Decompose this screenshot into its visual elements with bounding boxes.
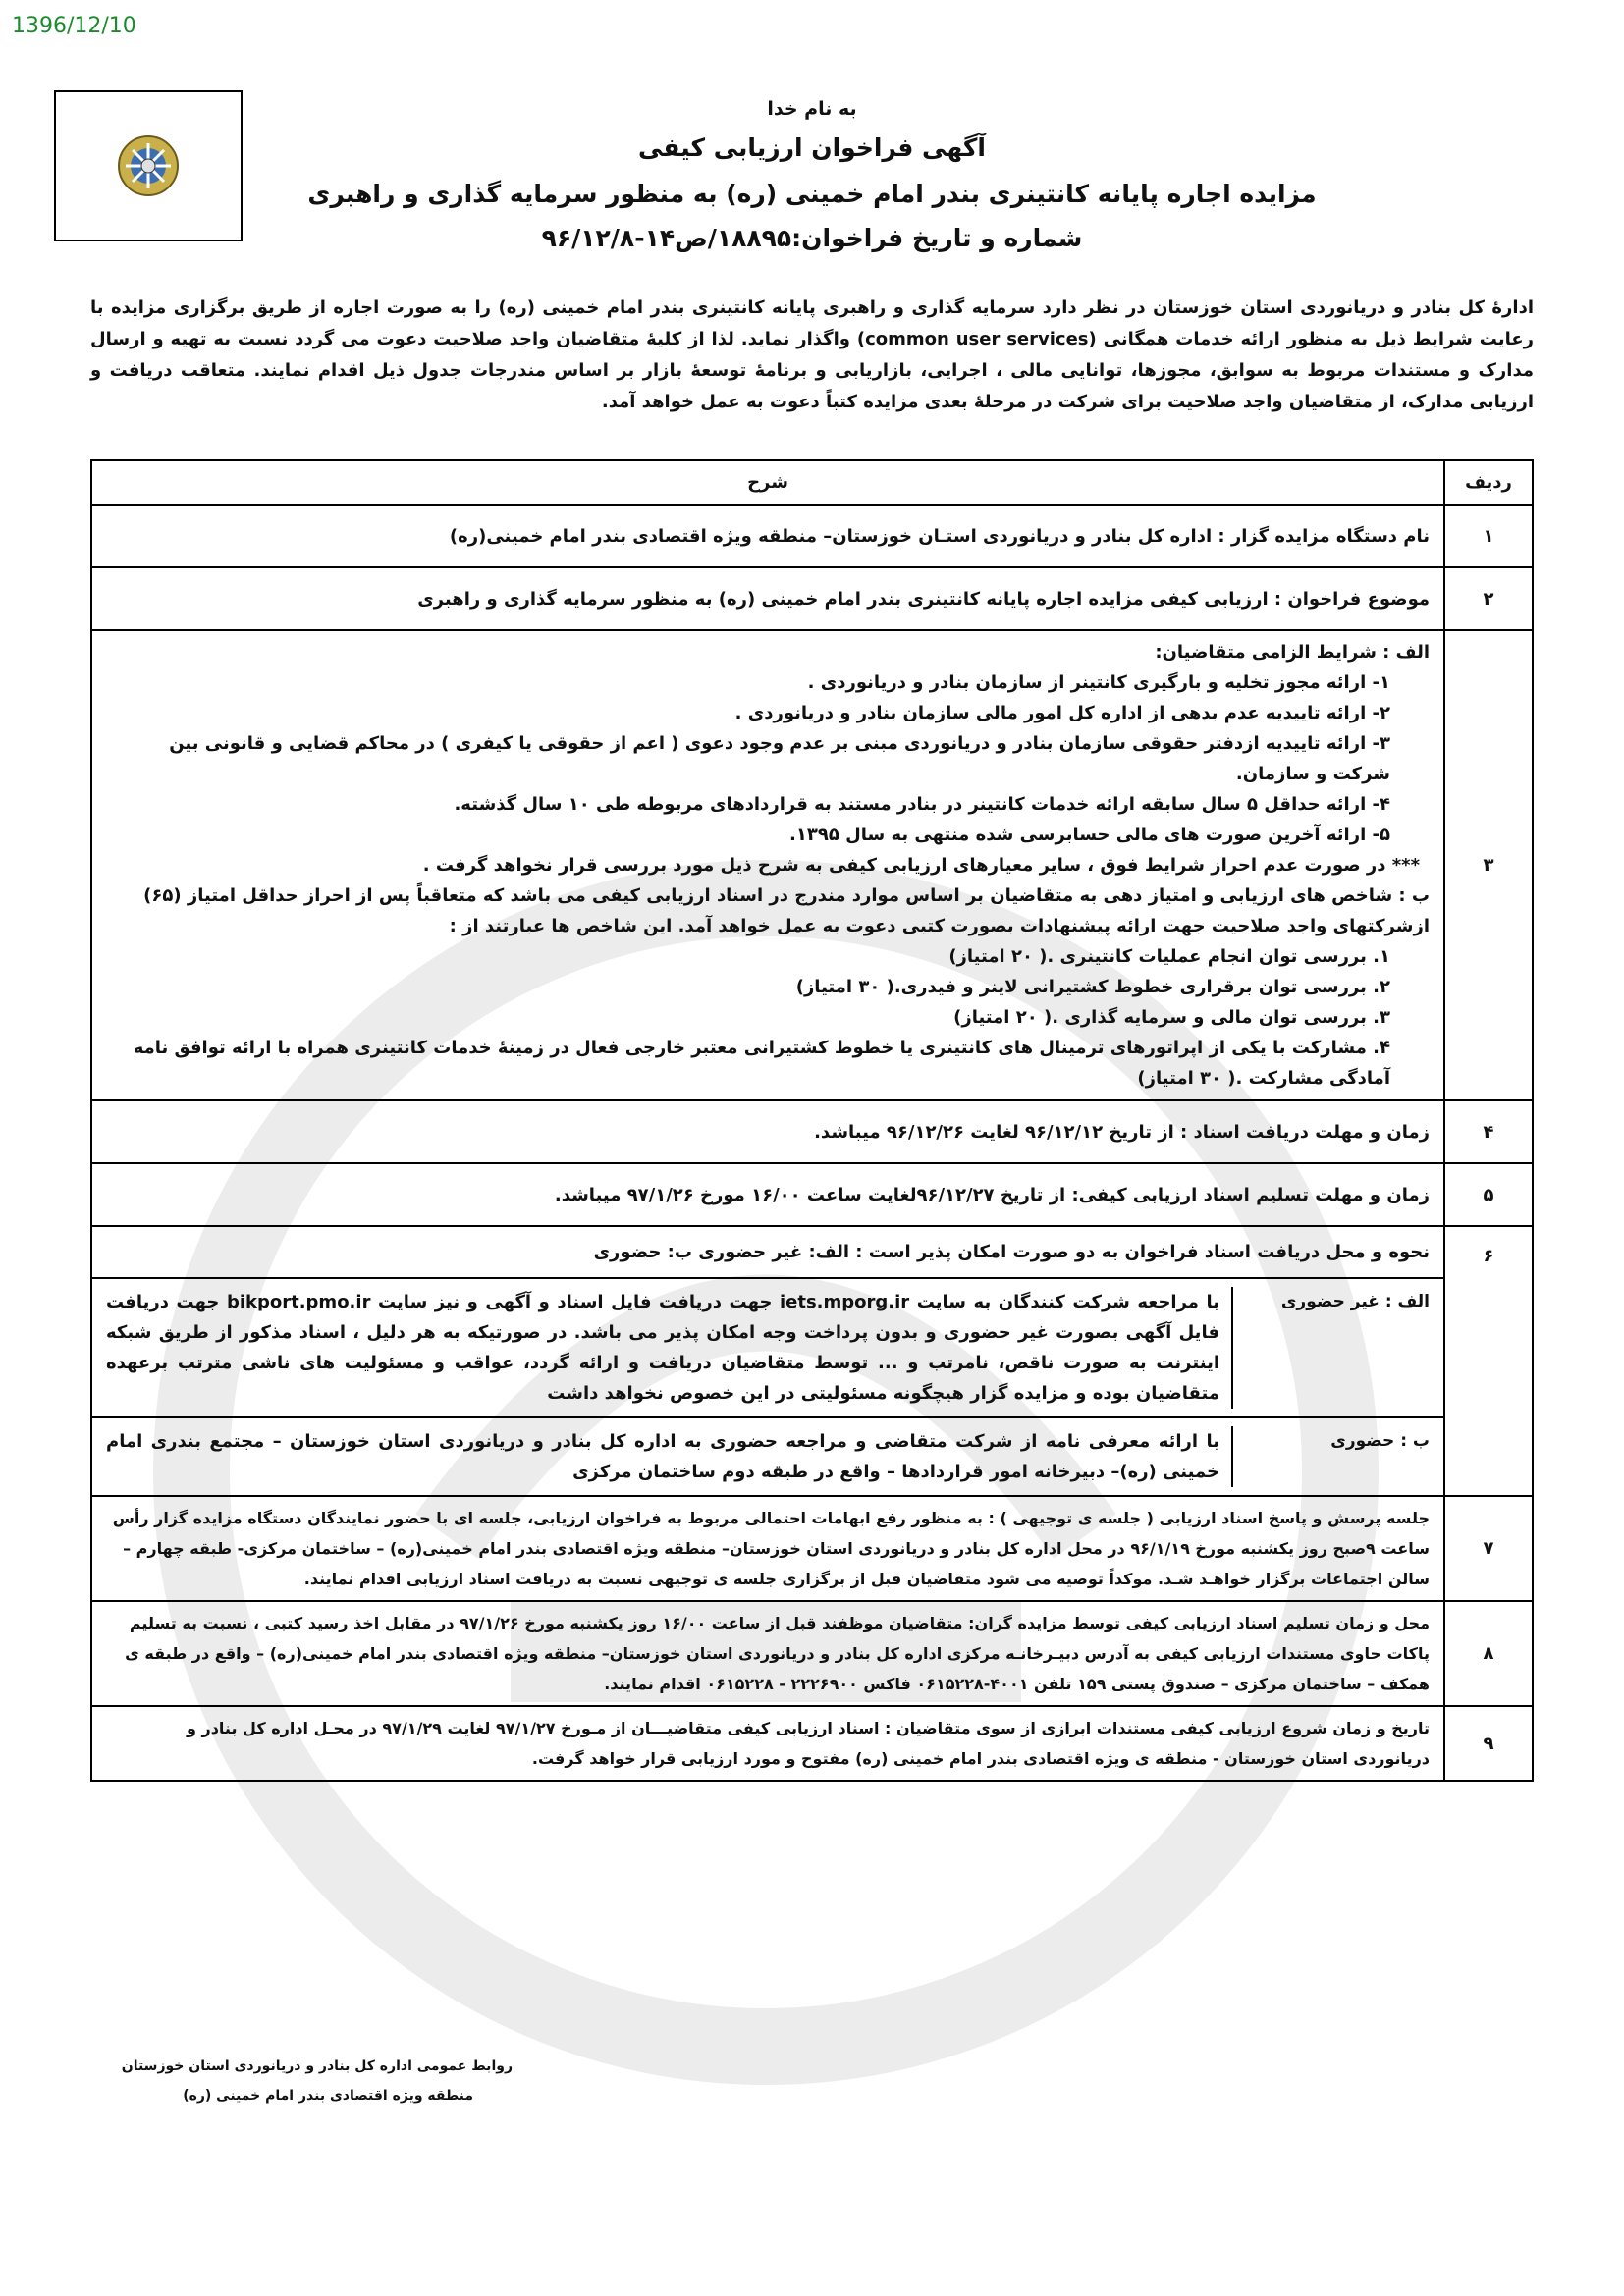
col-row-header: ردیف (1444, 460, 1533, 505)
row-number: ۶ (1444, 1226, 1533, 1496)
row-text: موضوع فراخوان : ارزیابی کیفی مزایده اجاره پایانه کانتینری بندر امام خمینی (ره) به منظور سرمایه گذاری و راهبری (91, 567, 1444, 630)
online-label: الف : غیر حضوری (1280, 1292, 1430, 1311)
intro-paragraph: ادارهٔ کل بنادر و دریانوردی استان خوزستان در نظر دارد سرمایه گذاری و راهبری پایانه کانتینری بندر امام خمینی (ره) را به صورت اجاره از طریق برگزاری مزایده با رعایت شرایط ذیل به منظور ارائه خدمات همگانی (common user services) واگذار نماید. لذا از کلیهٔ متقاضیان واجد صلاحیت دعوت می گردد نسبت به تهیه و ارسال مدارک و مستندات مربوط به سوابق، مجوزها، توانایی مالی ، اجرایی، بازاریابی و برنامهٔ توسعهٔ بازار بر اساس مندرجات جدول ذیل اقدام نمایند. متعاقب دریافت و ارزیابی مدارک، از متقاضیان واجد صلاحیت برای شرکت در مرحلهٔ بعدی مزایده کتباً دعوت به عمل خواهد آمد. (90, 297, 1534, 412)
row-number: ۴ (1444, 1100, 1533, 1163)
receipt-method-cell (91, 1226, 1444, 1496)
online-text: با مراجعه شرکت کنندگان به سایت iets.mporg.ir جهت دریافت فایل اسناد و آگهی و نیز سایت bikport.pmo.ir جهت دریافت فایل آگهی بصورت غیر حضوری و بدون پرداخت وجه امکان پذیر می باشد. در صورتیکه به هر دلیل ، اسناد مذکور از طریق شبکه اینترنت به صورت ناقص، نامرتب و ... توسط متقاضیان دریافت و ارائه گردد، عواقب و مسئولیت های ناشی مترتب برعهده متقاضیان بوده و مزایده گزار هیچگونه مسئولیتی در این خصوص نخواهد داشت (106, 1287, 1233, 1409)
details-table (90, 459, 1534, 1782)
list-item: ۵- ارائه آخرین صورت های مالی حسابرسی شده منتهی به سال ۱۳۹۵. (789, 825, 1390, 845)
conditions-note: *** در صورت عدم احراز شرایط فوق ، سایر معیارهای ارزیابی کیفی به شرح ذیل مورد بررسی قرار نخواهد گرفت . (422, 855, 1420, 876)
row-number: ۸ (1444, 1601, 1533, 1706)
list-item: ۴. مشارکت با یکی از اپراتورهای ترمینال های کانتینری یا خطوط کشتیرانی معتبر خارجی فعال در زمینهٔ خدمات کانتینری همراه با ارائه توافق نامه آمادگی مشارکت .( ۳۰ امتیاز) (133, 1038, 1390, 1089)
row-number: ۷ (1444, 1496, 1533, 1601)
online-receipt-row (92, 1279, 1443, 1418)
list-item: ۳. بررسی توان مالی و سرمایه گذاری .( ۲۰ امتیاز) (953, 1007, 1390, 1028)
footer-line-1: روابط عمومی اداره کل بنادر و دریانوردی استان خوزستان (121, 2058, 513, 2074)
logo-frame (54, 90, 243, 241)
col-desc-header: شرح (91, 460, 1444, 505)
row-number: ۵ (1444, 1163, 1533, 1226)
row-text: تاریخ و زمان شروع ارزیابی کیفی مستندات ابرازی از سوی متقاضیان : اسناد ارزیابی کیفی متقاضیـــان از مـورخ ۹۷/۱/۲۷ لغایت ۹۷/۱/۲۹ در محـل اداره کل بنادر و دریانوردی استان خوزستان - منطقه ی ویژه اقتصادی بندر امام خمینی (ره) مفتوح و مورد ارزیابی قرار خواهد گرفت. (91, 1706, 1444, 1781)
evaluation-criteria-text: ب : شاخص های ارزیابی و امتیاز دهی به متقاضیان بر اساس موارد مندرج در اسناد ارزیابی کیفی می باشد که متعاقباً پس از احراز حداقل امتیاز (۶۵) ازشرکتهای واجد صلاحیت جهت ارائه پیشنهادات بصورت کتبی دعوت به عمل خواهد آمد. این شاخص ها عبارتند از : (143, 885, 1430, 936)
table-row (91, 1226, 1533, 1496)
mandatory-conditions-title: الف : شرایط الزامی متقاضیان: (1155, 642, 1430, 663)
footer-signature (90, 2052, 513, 2110)
table-row (91, 1100, 1533, 1163)
page-subtitle: مزایده اجاره پایانه کانتینری بندر امام خمینی (ره) به منظور سرمایه گذاری و راهبری (307, 180, 1317, 208)
table-row (91, 567, 1533, 630)
table-row (91, 1496, 1533, 1601)
row-text: نام دستگاه مزایده گزار : اداره کل بنادر و دریانوردی استـان خوزستان– منطقه ویژه اقتصادی بندر امام خمینی(ره) (91, 505, 1444, 567)
row-number: ۹ (1444, 1706, 1533, 1781)
row-number: ۳ (1444, 630, 1533, 1100)
row-text: زمان و مهلت تسلیم اسناد ارزیابی کیفی: از تاریخ ۹۶/۱۲/۲۷لغایت ساعت ۱۶/۰۰ مورخ ۹۷/۱/۲۶ میباشد. (91, 1163, 1444, 1226)
call-number: شماره و تاریخ فراخوان:۱۸۸۹۵/ص۱۴-۹۶/۱۲/۸ (541, 224, 1083, 252)
table-row (91, 1601, 1533, 1706)
list-item: ۴- ارائه حداقل ۵ سال سابقه ارائه خدمات کانتینر در بنادر مستند به قراردادهای مربوطه طی ۱۰ سال گذشته. (454, 794, 1390, 815)
row-number: ۲ (1444, 567, 1533, 630)
header (255, 98, 1369, 252)
footer-line-2: منطقه ویژه اقتصادی بندر امام خمینی (ره) (183, 2088, 473, 2104)
list-item: ۲. بررسی توان برقراری خطوط کشتیرانی لاینر و فیدری.( ۳۰ امتیاز) (795, 977, 1390, 997)
list-item: ۱- ارائه مجوز تخلیه و بارگیری کانتینر از سازمان بنادر و دریانوردی . (807, 672, 1390, 693)
receipt-method-text: نحوه و محل دریافت اسناد فراخوان به دو صورت امکان پذیر است : الف: غیر حضوری ب: حضوری (92, 1227, 1443, 1279)
table-row (91, 505, 1533, 567)
row-text: محل و زمان تسلیم اسناد ارزیابی کیفی توسط مزایده گران: متقاضیان موظفند قبل از ساعت ۱۶/۰۰ روز یکشنبه مورخ ۹۷/۱/۲۶ در مقابل اخذ رسید کتبی ، نسبت به تسلیم پاکات حاوی مستندات ارزیابی کیفی به آدرس دبیـرخانـه مرکزی اداره کل بنادر و دریانوردی استان خوزستان– منطقه ویژه اقتصادی بندر امام خمینی(ره) – واقع در طبقه ی همکف – ساختمان مرکزی – صندوق پستی ۱۵۹ تلفن ۴۰۰۱-۰۶۱۵۲۲۸ فاکس ۲۲۲۶۹۰۰ - ۰۶۱۵۲۲۸ اقدام نمایند. (91, 1601, 1444, 1706)
in-person-receipt-row (92, 1418, 1443, 1495)
date-stamp: 1396/12/10 (12, 14, 136, 38)
basmala: به نام خدا (767, 98, 857, 120)
row-number: ۱ (1444, 505, 1533, 567)
list-item: ۲- ارائه تاییدیه عدم بدهی از اداره کل امور مالی سازمان بنادر و دریانوردی . (734, 703, 1390, 723)
page-title: آگهی فراخوان ارزیابی کیفی (638, 133, 986, 162)
list-item: ۱. بررسی توان انجام عملیات کانتینری .( ۲۰ امتیاز) (948, 946, 1390, 967)
conditions-cell (91, 630, 1444, 1100)
ports-maritime-logo-icon (114, 132, 183, 200)
row-text: جلسه پرسش و پاسخ اسناد ارزیابی ( جلسه ی توجیهی ) : به منظور رفع ابهامات احتمالی مربوط به فراخوان ارزیابی، جلسه ای با حضور نمایندگان دستگاه مزایده گزار رأس ساعت ۹صبح روز یکشنبه مورخ ۹۶/۱/۱۹ در محل اداره کل بنادر و دریانوردی استان خوزستان– منطقه ویژه اقتصادی بندر امام خمینی(ره) – ساختمان مرکزی- طبقه چهارم – سالن اجتماعات برگزار خواهـد شـد. موکداً توصیه می شود متقاضیان قبل از برگزاری جلسه ی توجیهی نسبت به دریافت اسناد ارزیابی اقدام نمایند. (91, 1496, 1444, 1601)
table-row (91, 1706, 1533, 1781)
table-row (91, 630, 1533, 1100)
row-text: زمان و مهلت دریافت اسناد : از تاریخ ۹۶/۱۲/۱۲ لغایت ۹۶/۱۲/۲۶ میباشد. (91, 1100, 1444, 1163)
list-item: ۳- ارائه تاییدیه ازدفتر حقوقی سازمان بنادر و دریانوردی مبنی بر عدم وجود دعوی ( اعم از حقوقی یا کیفری ) در محاکم قضایی و قانونی بین شرکت و سازمان. (169, 733, 1390, 784)
table-row (91, 1163, 1533, 1226)
in-person-label: ب : حضوری (1330, 1431, 1430, 1451)
in-person-text: با ارائه معرفی نامه از شرکت متقاضی و مراجعه حضوری به اداره کل بنادر و دریانوردی استان خوزستان – مجتمع بندری امام خمینی (ره)– دبیرخانه امور قراردادها – واقع در طبقه دوم ساختمان مرکزی (106, 1426, 1233, 1487)
